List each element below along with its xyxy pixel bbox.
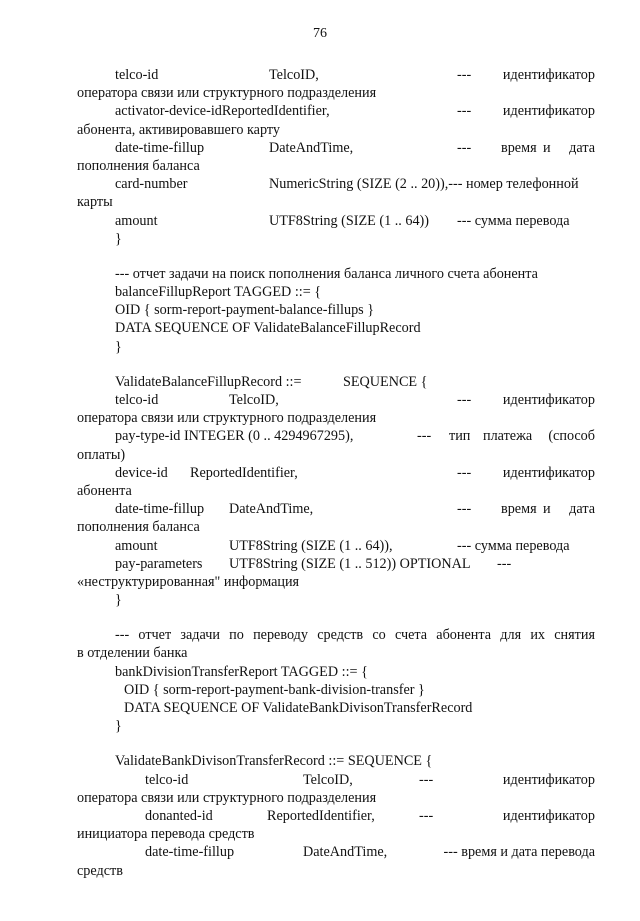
data-line: DATA SEQUENCE OF ValidateBankDivisonTransferRecord (124, 700, 473, 716)
comment-dash: --- (497, 555, 512, 572)
text-line (77, 500, 595, 518)
field-type: TelcoID, (269, 67, 319, 83)
text-line (77, 283, 595, 301)
comment-word: тип (449, 428, 471, 445)
field-name: amount (115, 537, 158, 554)
text-line: карты (77, 194, 113, 211)
text-line (77, 807, 595, 825)
comment-word: время (501, 139, 537, 156)
comment-word: дата (569, 501, 595, 518)
field-name: telco-id (115, 67, 159, 83)
text-line (77, 464, 595, 482)
comment-dash: --- (419, 771, 434, 788)
comment-word: (способ (548, 428, 595, 445)
text-line (77, 212, 595, 230)
field-type: DateAndTime, (303, 844, 388, 861)
comment-word: их (530, 627, 546, 644)
comment-word: и (543, 139, 551, 156)
comment-word: абонента (436, 627, 492, 644)
section-comment (77, 626, 595, 644)
field-type: TelcoID, (229, 392, 279, 408)
document-body (77, 66, 595, 880)
comment-text: идентификатор (502, 807, 595, 824)
text-line (77, 301, 595, 319)
field-name: pay-type-id INTEGER (0 .. 4294967295), (115, 428, 354, 445)
comment-text: идентификатор (502, 103, 595, 120)
text-line (77, 681, 595, 699)
text-line (77, 591, 595, 609)
comment-dash: --- (457, 501, 472, 518)
comment-text: идентификатор (502, 771, 595, 788)
text-line: оплаты) (77, 446, 126, 463)
comment-word: для (500, 627, 522, 644)
text-line (77, 752, 595, 770)
text-line: оператора связи или структурного подразделения (77, 410, 377, 427)
oid-line: OID { sorm-report-payment-bank-division-transfer } (124, 681, 425, 698)
text-line: оператора связи или структурного подразделения (77, 789, 377, 806)
field-type: UTF8String (SIZE (1 .. 64)), (229, 537, 393, 554)
oid-line: OID { sorm-report-payment-balance-fillups } (115, 302, 375, 319)
field-name: card-number (115, 176, 188, 193)
field-name: activator-device-idReportedIdentifier, (115, 103, 330, 120)
field-type: DateAndTime, (269, 139, 354, 156)
comment-word: --- (115, 627, 130, 644)
comment-word: со (372, 627, 386, 644)
text-line (77, 102, 595, 120)
comment-word: по (229, 627, 244, 644)
comment-word: переводу (253, 627, 308, 644)
comment-dash: --- (457, 392, 472, 408)
comment-dash: --- (457, 139, 472, 156)
text-line: абонента (77, 482, 132, 499)
text-line (77, 319, 595, 337)
comment-dash: --- (457, 67, 472, 83)
text-line (77, 699, 595, 717)
text-line (77, 717, 595, 735)
text-line: инициатора перевода средств (77, 826, 255, 843)
closing-brace: } (115, 718, 122, 735)
field-type: ReportedIdentifier, (267, 807, 375, 824)
text-line (77, 427, 595, 445)
comment-dash: --- (419, 807, 434, 824)
field-type: UTF8String (SIZE (1 .. 512)) OPTIONAL (229, 555, 471, 572)
text-line (77, 338, 595, 356)
text-line (77, 771, 595, 789)
text-line (77, 663, 595, 681)
text-line: «неструктурированная" информация (77, 573, 300, 590)
comment-word: и (543, 501, 551, 518)
text-line (77, 843, 595, 861)
field-name: date-time-fillup (115, 139, 205, 156)
field-type: UTF8String (SIZE (1 .. 64)) (269, 212, 429, 229)
closing-brace: } (115, 338, 122, 355)
field-type: NumericString (SIZE (2 .. 20)),--- номер телефонной (269, 176, 579, 193)
type-definition: bankDivisionTransferReport TAGGED ::= { (115, 663, 368, 680)
text-line: пополнения баланса (77, 519, 200, 536)
section-comment: --- отчет задачи на поиск пополнения баланса личного счета абонента (115, 265, 538, 282)
field-name: device-id (115, 464, 168, 481)
data-line: DATA SEQUENCE OF ValidateBalanceFillupRecord (115, 320, 421, 337)
text-line (77, 555, 595, 573)
comment-word: платежа (483, 428, 533, 445)
text-line (77, 139, 595, 157)
comment-word: отчет (138, 627, 172, 644)
text-line (77, 537, 595, 555)
text-line: абонента, активировавшего карту (77, 121, 280, 138)
type-definition: ValidateBalanceFillupRecord ::= (115, 373, 302, 390)
comment-text: --- время и дата перевода (443, 844, 595, 861)
comment-text: идентификатор (502, 392, 595, 408)
comment-word: снятия (554, 627, 595, 644)
text-line (77, 66, 595, 84)
comment-dash: --- (457, 103, 472, 120)
comment-word: время (501, 501, 537, 518)
comment-word: задачи (180, 627, 220, 644)
text-line (77, 265, 595, 283)
comment-word: счета (394, 627, 428, 644)
text-line: средств (77, 862, 123, 879)
page-number: 76 (313, 26, 327, 41)
field-name: date-time-fillup (115, 501, 205, 518)
field-name: pay-parameters (115, 555, 203, 572)
field-name: amount (115, 212, 158, 229)
field-type: DateAndTime, (229, 501, 314, 518)
comment-text: --- сумма перевода (457, 212, 570, 229)
text-line: в отделении банка (77, 645, 188, 662)
type-definition: ValidateBankDivisonTransferRecord ::= SEQUENCE { (115, 753, 433, 770)
comment-text: --- сумма перевода (457, 537, 570, 554)
field-type: ReportedIdentifier, (190, 464, 298, 481)
closing-brace: } (115, 592, 122, 609)
text-line: оператора связи или структурного подразделения (77, 85, 377, 102)
comment-word: средств (317, 627, 364, 644)
field-name: telco-id (145, 771, 189, 788)
field-name: date-time-fillup (145, 844, 235, 861)
sequence-keyword: SEQUENCE { (343, 373, 428, 390)
comment-text: идентификатор (502, 464, 595, 481)
text-line (77, 175, 595, 193)
comment-text: идентификатор (502, 67, 595, 83)
closing-brace: } (115, 230, 122, 247)
text-line: пополнения баланса (77, 157, 200, 174)
field-name: donanted-id (145, 807, 213, 824)
type-definition: balanceFillupReport TAGGED ::= { (115, 284, 322, 301)
text-line (77, 230, 595, 248)
text-line (77, 391, 595, 409)
comment-word: дата (569, 139, 595, 156)
comment-dash: --- (457, 464, 472, 481)
text-line (77, 373, 595, 391)
comment-dash: --- (417, 428, 432, 445)
field-type: TelcoID, (303, 771, 353, 788)
field-name: telco-id (115, 392, 159, 408)
